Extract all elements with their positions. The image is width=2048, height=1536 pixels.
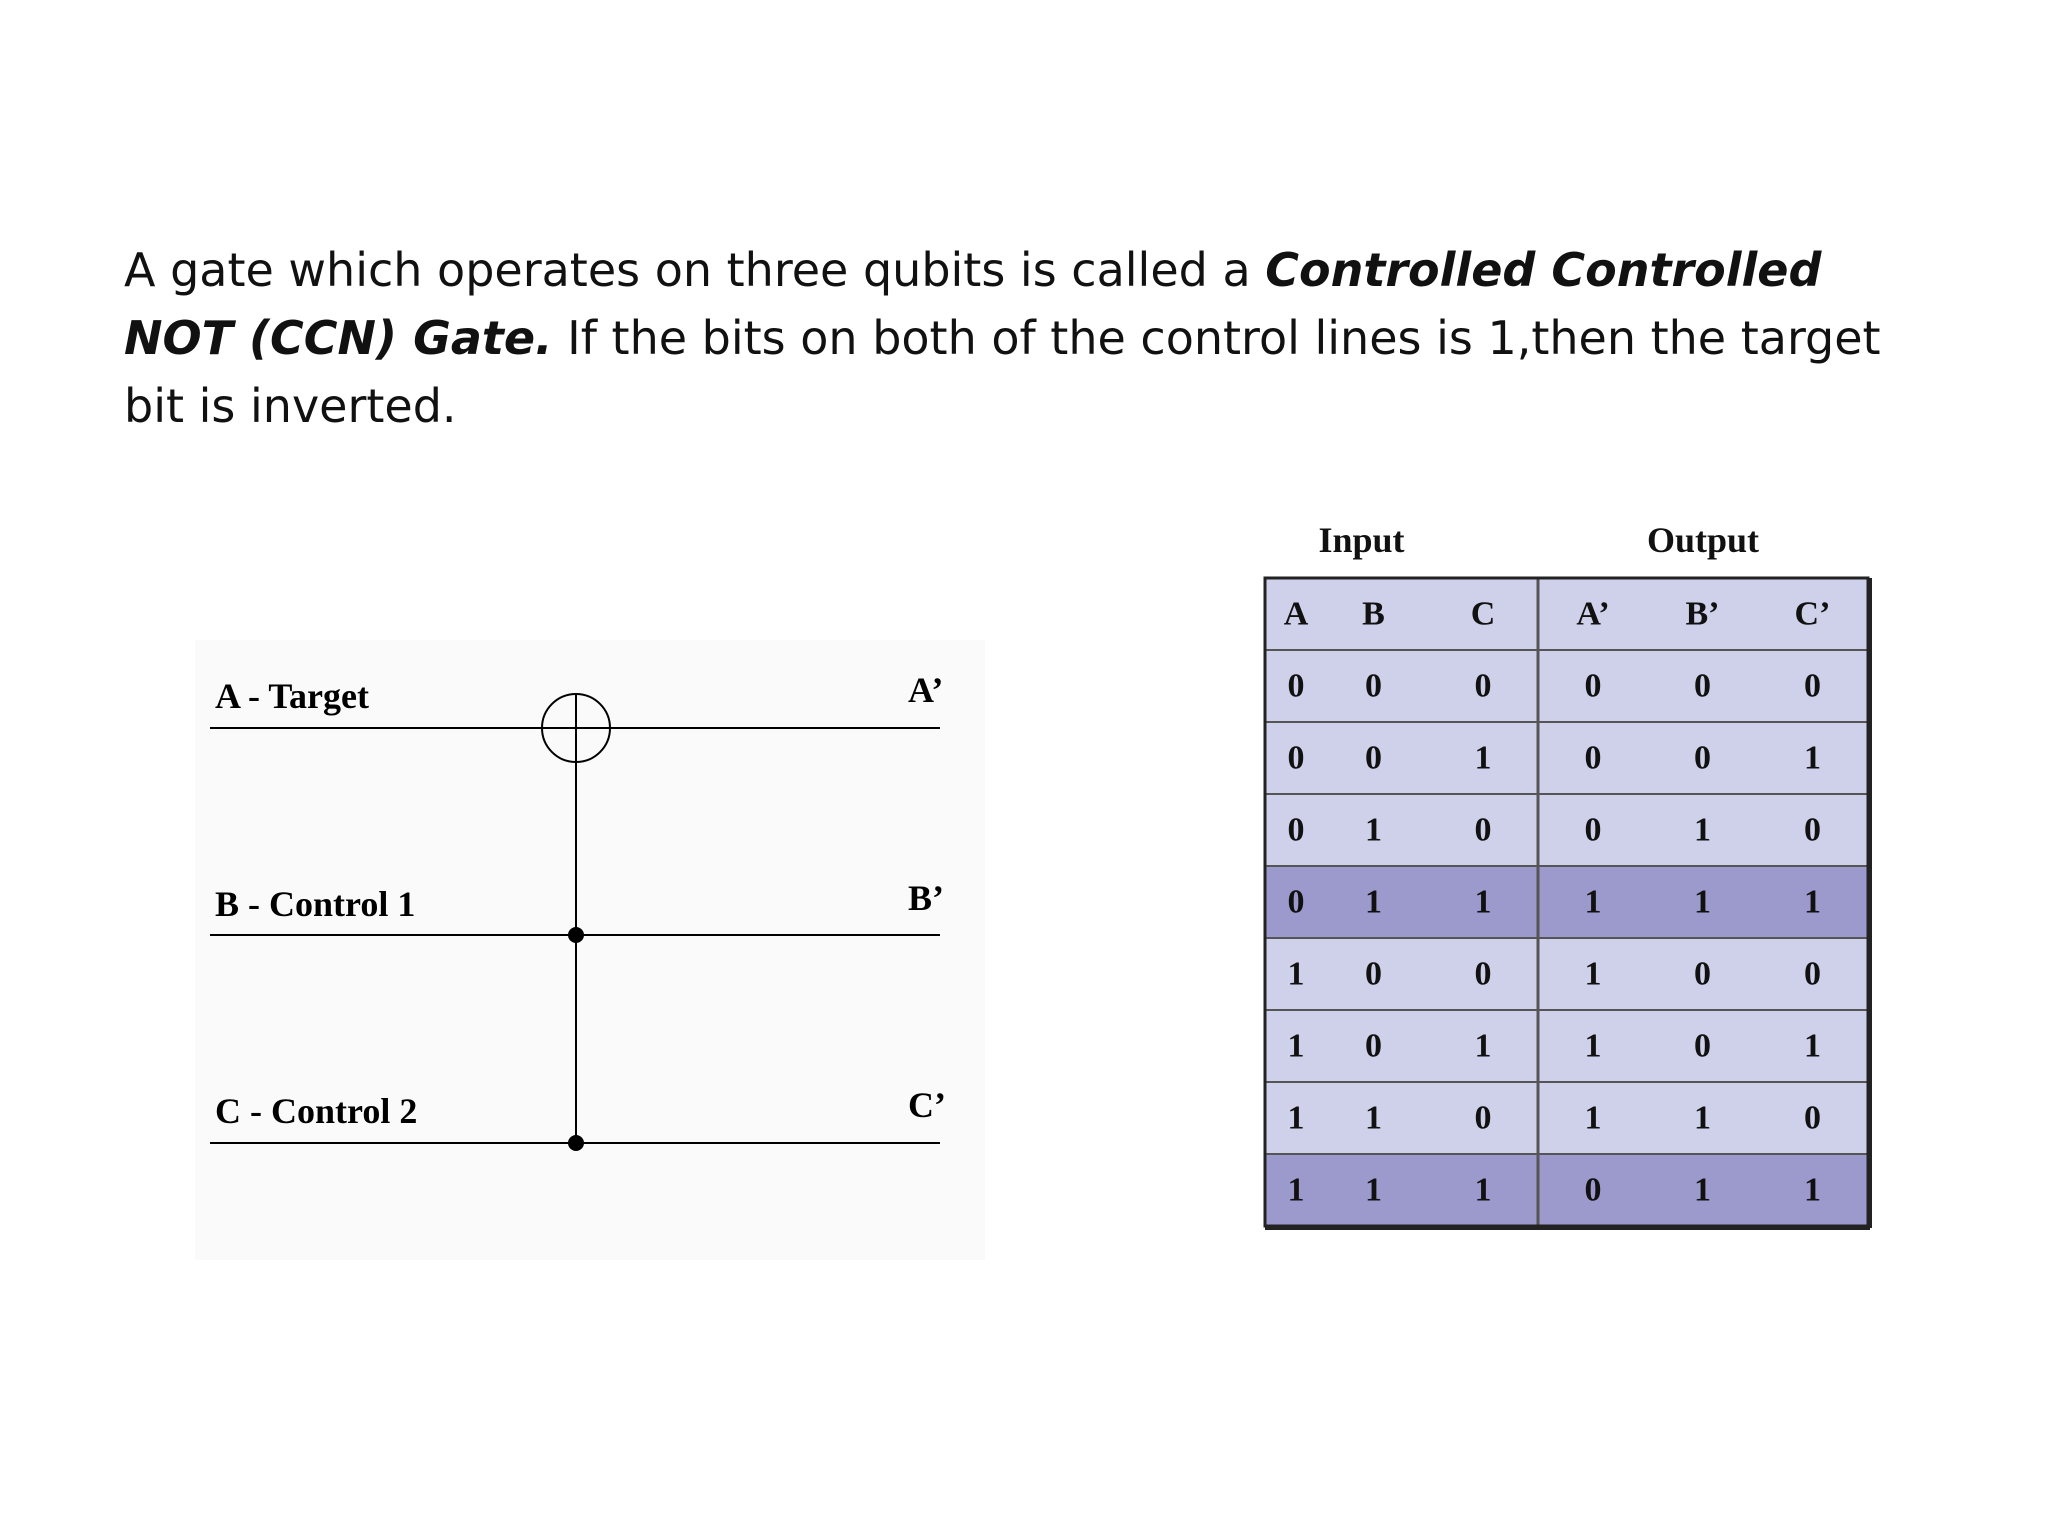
table-cell: 0 <box>1584 1171 1602 1209</box>
table-cell: 0 <box>1694 739 1711 777</box>
description-part1: A gate which operates on three qubits is called a <box>124 243 1266 297</box>
table-row <box>1265 794 1868 866</box>
table-row <box>1265 938 1868 1010</box>
label-a-target: A - Target <box>215 676 370 716</box>
table-cell: 1 <box>1804 1027 1821 1065</box>
label-c-control: C - Control 2 <box>215 1091 418 1131</box>
truth-table-cells <box>1265 578 1868 1226</box>
table-row <box>1265 1082 1868 1154</box>
table-cell: 1 <box>1287 1099 1305 1137</box>
table-cell: 1 <box>1694 883 1711 921</box>
table-cell: 1 <box>1584 955 1602 993</box>
group-header-1: Output <box>1646 520 1760 560</box>
table-cell: 0 <box>1804 955 1821 993</box>
table-cell: 0 <box>1287 883 1305 921</box>
table-cell: 0 <box>1365 667 1382 705</box>
table-cell: 0 <box>1474 811 1492 849</box>
table-cell: 0 <box>1804 667 1821 705</box>
description-part2: If the bits on both of the control lines is 1,then the target bit is inverted. <box>124 311 1881 433</box>
truth-table-svg <box>1260 500 1920 1240</box>
table-cell: 0 <box>1365 739 1382 777</box>
table-cell: 0 <box>1287 739 1305 777</box>
table-row <box>1265 1154 1868 1226</box>
table-cell: 0 <box>1365 1027 1382 1065</box>
table-cell: 1 <box>1694 1099 1711 1137</box>
table-cell: 1 <box>1365 1099 1382 1137</box>
table-cell: 1 <box>1287 1027 1305 1065</box>
column-header: A’ <box>1576 595 1610 633</box>
table-cell: 1 <box>1474 883 1492 921</box>
circuit-svg <box>195 640 985 1260</box>
group-header-0: Input <box>1318 520 1405 560</box>
table-cell: 1 <box>1365 1171 1382 1209</box>
column-header: C’ <box>1794 595 1831 633</box>
label-b-control: B - Control 1 <box>215 884 416 924</box>
table-cell: 0 <box>1804 811 1821 849</box>
table-cell: 0 <box>1804 1099 1821 1137</box>
table-row <box>1265 722 1868 794</box>
table-cell: 0 <box>1694 1027 1711 1065</box>
description-emphasis: Controlled Controlled NOT (CCN) Gate. <box>124 243 1822 365</box>
column-header: C <box>1470 595 1496 633</box>
column-header: A <box>1283 595 1309 633</box>
control-dot-c <box>568 1135 584 1151</box>
table-cell: 1 <box>1804 883 1821 921</box>
label-a-output: A’ <box>908 670 944 710</box>
table-cell: 1 <box>1365 811 1382 849</box>
table-cell: 1 <box>1474 1027 1492 1065</box>
table-cell: 0 <box>1694 955 1711 993</box>
table-cell: 1 <box>1365 883 1382 921</box>
table-cell: 1 <box>1584 1099 1602 1137</box>
table-cell: 0 <box>1474 667 1492 705</box>
column-header: B <box>1362 595 1385 633</box>
table-cell: 0 <box>1694 667 1711 705</box>
table-row <box>1265 650 1868 722</box>
table-row <box>1265 866 1868 938</box>
ccn-circuit-diagram <box>195 640 985 1260</box>
table-cell: 0 <box>1584 811 1602 849</box>
table-cell: 0 <box>1474 955 1492 993</box>
table-cell: 0 <box>1365 955 1382 993</box>
table-cell: 0 <box>1287 667 1305 705</box>
table-cell: 1 <box>1804 1171 1821 1209</box>
table-cell: 0 <box>1287 811 1305 849</box>
control-dot-b <box>568 927 584 943</box>
table-cell: 1 <box>1694 1171 1711 1209</box>
header-row <box>1265 578 1868 650</box>
truth-table-group-headers <box>1318 520 1759 560</box>
table-row <box>1265 1010 1868 1082</box>
table-cell: 1 <box>1584 883 1602 921</box>
table-cell: 1 <box>1584 1027 1602 1065</box>
label-b-output: B’ <box>908 878 944 918</box>
truth-table <box>1260 500 1920 1240</box>
table-cell: 0 <box>1584 739 1602 777</box>
description-text <box>124 236 1924 440</box>
table-cell: 1 <box>1287 1171 1305 1209</box>
table-cell: 1 <box>1804 739 1821 777</box>
table-cell: 1 <box>1474 739 1492 777</box>
column-header: B’ <box>1685 595 1720 633</box>
table-cell: 1 <box>1474 1171 1492 1209</box>
table-cell: 0 <box>1474 1099 1492 1137</box>
table-cell: 1 <box>1694 811 1711 849</box>
table-cell: 1 <box>1287 955 1305 993</box>
table-cell: 0 <box>1584 667 1602 705</box>
label-c-output: C’ <box>908 1085 946 1125</box>
